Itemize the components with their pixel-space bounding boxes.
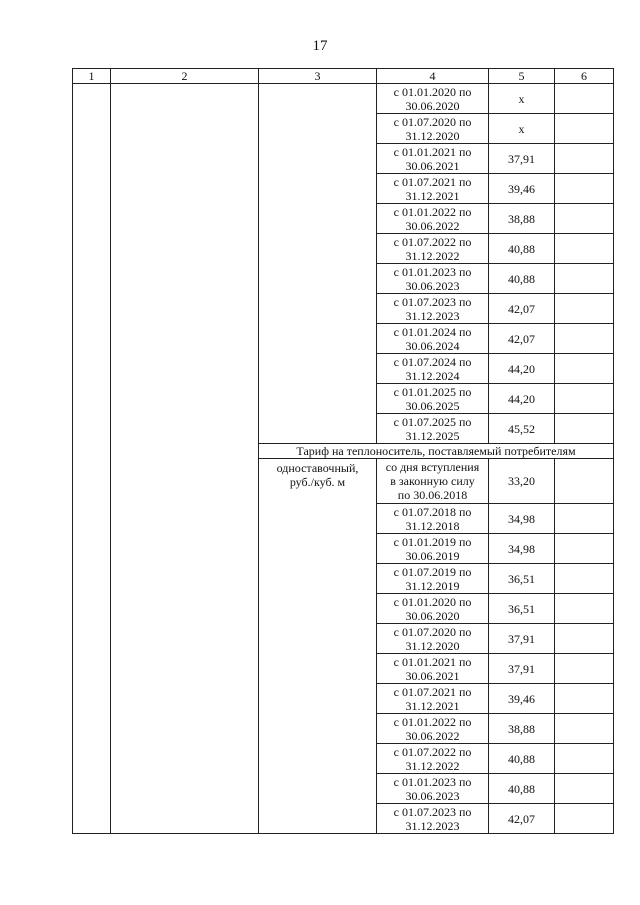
period-line: 31.12.2021 <box>405 188 460 203</box>
period-line: с 01.07.2023 по <box>393 804 472 819</box>
period-line: 31.12.2018 <box>405 518 460 533</box>
period-line: с 01.01.2020 по <box>393 594 472 609</box>
period-line: 30.06.2019 <box>405 548 460 563</box>
period-cell <box>377 264 489 294</box>
tariff-value-cell: 34,98 <box>489 504 555 534</box>
period-line: с 01.07.2022 по <box>393 234 472 249</box>
period-cell <box>377 744 489 774</box>
period-cell <box>377 594 489 624</box>
tariff-value-cell: 34,98 <box>489 534 555 564</box>
note-cell <box>555 564 614 594</box>
period-cell <box>377 204 489 234</box>
period-line: 30.06.2025 <box>405 398 460 413</box>
period-line: с 01.01.2022 по <box>393 204 472 219</box>
period-line: с 01.07.2020 по <box>393 114 472 129</box>
period-line: 30.06.2021 <box>405 158 460 173</box>
period-line: в законную силу <box>390 474 475 488</box>
note-cell <box>555 624 614 654</box>
period-line: 30.06.2023 <box>405 278 460 293</box>
period-line: со дня вступления <box>385 460 480 474</box>
header-col-3: 3 <box>259 69 377 84</box>
period-line: с 01.01.2019 по <box>393 534 472 549</box>
tariff-value-cell: 44,20 <box>489 384 555 414</box>
period-cell <box>377 534 489 564</box>
tariff-value-cell: 37,91 <box>489 654 555 684</box>
tariff-value-cell: 40,88 <box>489 234 555 264</box>
period-line: 31.12.2020 <box>405 128 460 143</box>
period-line: с 01.07.2021 по <box>393 684 472 699</box>
period-line: 31.12.2024 <box>405 368 460 383</box>
tariff-type-cell <box>259 459 377 834</box>
page-number: 17 <box>312 38 328 54</box>
note-cell <box>555 534 614 564</box>
note-cell <box>555 234 614 264</box>
note-cell <box>555 174 614 204</box>
period-line: по 30.06.2018 <box>397 488 468 502</box>
header-col-4: 4 <box>377 69 489 84</box>
tariff-value-cell: 42,07 <box>489 324 555 354</box>
period-line: с 01.07.2025 по <box>393 414 472 429</box>
tariff-value-cell: 42,07 <box>489 804 555 834</box>
period-cell <box>377 354 489 384</box>
period-cell <box>377 564 489 594</box>
tariff-value-cell: 40,88 <box>489 774 555 804</box>
period-cell <box>377 774 489 804</box>
period-line: с 01.07.2023 по <box>393 294 472 309</box>
section-title: Тариф на теплоноситель, поставляемый потребителям <box>259 444 614 459</box>
tariff-type-line: руб./куб. м <box>289 475 346 489</box>
tariff-table <box>72 68 614 834</box>
period-line: 31.12.2021 <box>405 698 460 713</box>
tariff-value-cell: x <box>489 84 555 114</box>
note-cell <box>555 354 614 384</box>
table-header-row <box>73 69 614 84</box>
table-row <box>73 84 614 114</box>
period-line: с 01.01.2023 по <box>393 264 472 279</box>
period-line: с 01.07.2018 по <box>393 504 472 519</box>
note-cell <box>555 294 614 324</box>
period-cell <box>377 804 489 834</box>
tariff-value-cell: 39,46 <box>489 684 555 714</box>
note-cell <box>555 714 614 744</box>
note-cell <box>555 684 614 714</box>
note-cell <box>555 264 614 294</box>
tariff-value-cell: 37,91 <box>489 144 555 174</box>
period-cell <box>377 84 489 114</box>
period-line: с 01.07.2022 по <box>393 744 472 759</box>
header-col-1: 1 <box>73 69 111 84</box>
period-cell <box>377 324 489 354</box>
tariff-value-cell: x <box>489 114 555 144</box>
period-cell <box>377 114 489 144</box>
tariff-value-cell: 42,07 <box>489 294 555 324</box>
period-cell <box>377 294 489 324</box>
note-cell <box>555 459 614 504</box>
period-line: 30.06.2024 <box>405 338 460 353</box>
note-cell <box>555 384 614 414</box>
period-line: 31.12.2023 <box>405 308 460 323</box>
tariff-value-cell: 38,88 <box>489 714 555 744</box>
period-cell <box>377 414 489 444</box>
tariff-value-cell: 36,51 <box>489 594 555 624</box>
period-line: 30.06.2022 <box>405 218 460 233</box>
period-cell <box>377 234 489 264</box>
period-cell <box>377 459 489 504</box>
period-cell <box>377 654 489 684</box>
note-cell <box>555 204 614 234</box>
row-number-cell <box>73 84 111 834</box>
period-line: с 01.01.2020 по <box>393 84 472 99</box>
period-line: с 01.01.2021 по <box>393 654 472 669</box>
period-line: 31.12.2022 <box>405 758 460 773</box>
note-cell <box>555 594 614 624</box>
period-line: с 01.07.2021 по <box>393 174 472 189</box>
tariff-value-cell: 40,88 <box>489 744 555 774</box>
period-cell <box>377 504 489 534</box>
header-col-6: 6 <box>555 69 614 84</box>
period-line: с 01.01.2025 по <box>393 384 472 399</box>
note-cell <box>555 654 614 684</box>
header-col-2: 2 <box>111 69 259 84</box>
note-cell <box>555 84 614 114</box>
organization-cell <box>111 84 259 834</box>
tariff-value-cell: 37,91 <box>489 624 555 654</box>
period-line: 31.12.2025 <box>405 428 460 443</box>
period-line: 30.06.2020 <box>405 608 460 623</box>
period-line: с 01.01.2021 по <box>393 144 472 159</box>
period-line: 31.12.2023 <box>405 818 460 833</box>
period-cell <box>377 684 489 714</box>
tariff-value-cell: 36,51 <box>489 564 555 594</box>
tariff-value-cell: 38,88 <box>489 204 555 234</box>
period-line: с 01.01.2022 по <box>393 714 472 729</box>
period-line: 31.12.2019 <box>405 578 460 593</box>
note-cell <box>555 414 614 444</box>
period-line: 31.12.2022 <box>405 248 460 263</box>
period-line: 30.06.2023 <box>405 788 460 803</box>
tariff-value-cell: 33,20 <box>489 459 555 504</box>
note-cell <box>555 114 614 144</box>
note-cell <box>555 744 614 774</box>
tariff-value-cell: 39,46 <box>489 174 555 204</box>
period-cell <box>377 384 489 414</box>
period-line: 30.06.2021 <box>405 668 460 683</box>
period-cell <box>377 714 489 744</box>
note-cell <box>555 144 614 174</box>
period-line: с 01.07.2019 по <box>393 564 472 579</box>
period-line: с 01.07.2020 по <box>393 624 472 639</box>
period-line: с 01.07.2024 по <box>393 354 472 369</box>
header-col-5: 5 <box>489 69 555 84</box>
tariff-type-cell <box>259 84 377 444</box>
tariff-value-cell: 44,20 <box>489 354 555 384</box>
period-line: с 01.01.2024 по <box>393 324 472 339</box>
note-cell <box>555 324 614 354</box>
note-cell <box>555 804 614 834</box>
period-cell <box>377 174 489 204</box>
tariff-value-cell: 40,88 <box>489 264 555 294</box>
tariff-value-cell: 45,52 <box>489 414 555 444</box>
period-cell <box>377 144 489 174</box>
period-line: 31.12.2020 <box>405 638 460 653</box>
period-line: 30.06.2020 <box>405 98 460 113</box>
period-line: 30.06.2022 <box>405 728 460 743</box>
tariff-type-line: одноставочный, <box>276 461 359 475</box>
period-cell <box>377 624 489 654</box>
note-cell <box>555 504 614 534</box>
note-cell <box>555 774 614 804</box>
period-line: с 01.01.2023 по <box>393 774 472 789</box>
